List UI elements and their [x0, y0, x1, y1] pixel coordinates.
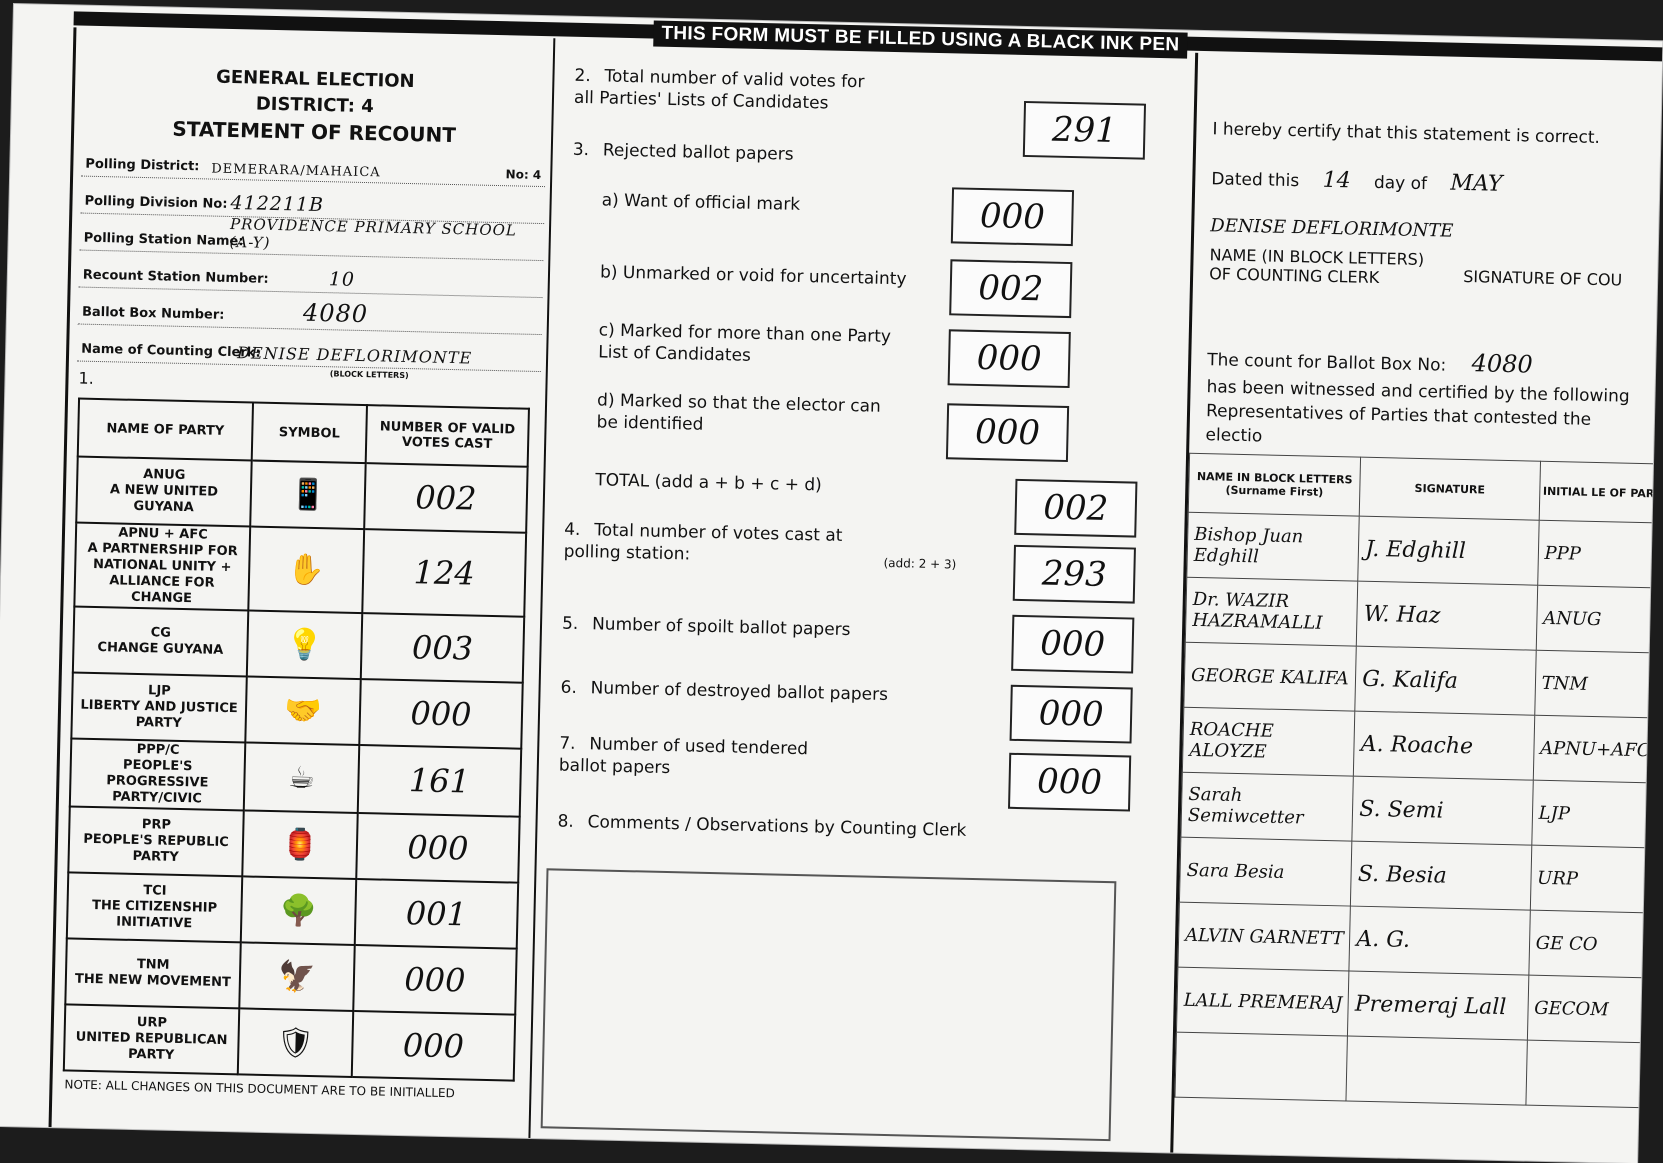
party-abbr: PPP/C — [136, 741, 180, 758]
rep-signature: A. G. — [1349, 906, 1530, 975]
party-row — [64, 1004, 515, 1080]
left-column — [49, 27, 557, 1138]
count-label: The count for Ballot Box No: — [1206, 350, 1447, 376]
rejected-c-box: 000 — [948, 329, 1071, 388]
rejected-total-label: TOTAL (add a + b + c + d) — [595, 470, 823, 496]
item-3a-label: a) Want of official mark — [601, 190, 801, 215]
comments-box — [541, 868, 1117, 1141]
valid-votes-total-box: 291 — [1023, 101, 1146, 160]
title-line-1: GENERAL ELECTION — [215, 66, 415, 93]
lantern-icon: 🏮 — [242, 810, 357, 879]
polling-division-label: Polling Division No: — [84, 193, 228, 212]
day-of-label: day of — [1373, 172, 1428, 195]
cup-icon: ☕ — [244, 742, 360, 813]
party-full-name: PEOPLE'S REPUBLIC PARTY — [83, 831, 229, 865]
party-abbr: PRP — [141, 817, 172, 833]
form-banner: THIS FORM MUST BE FILLED USING A BLACK INK PEN — [653, 21, 1187, 59]
rep-name: LALL PREMERAJ — [1176, 967, 1349, 1036]
block-letters-note: (BLOCK LETTERS) — [329, 369, 409, 381]
rep-name: Dr. WAZIR HAZRAMALLI — [1185, 577, 1358, 646]
rep-signature: J. Edghill — [1358, 516, 1539, 585]
hand-and-key-icon: ✋ — [248, 526, 364, 613]
polling-station-label: Polling Station Name: — [83, 230, 244, 250]
form-title — [74, 61, 556, 150]
party-full-name: LIBERTY AND JUSTICE PARTY — [80, 697, 238, 731]
ballot-box-value: 4080 — [302, 298, 369, 329]
party-votes: 161 — [358, 745, 522, 817]
party-name-cell — [68, 806, 243, 876]
party-abbr: TNM — [136, 957, 170, 973]
recount-station-label: Recount Station Number: — [82, 267, 269, 287]
eagle-icon: 🦅 — [239, 942, 354, 1011]
middle-column — [528, 38, 1195, 1152]
header-symbol: SYMBOL — [252, 403, 367, 464]
party-row — [73, 607, 524, 683]
party-abbr: LJP — [147, 683, 171, 699]
rep-signature: G. Kalifa — [1355, 646, 1536, 715]
party-row — [74, 523, 526, 617]
rejected-d-box: 000 — [946, 403, 1069, 462]
header-votes: NUMBER OF VALID VOTES CAST — [366, 405, 529, 467]
rep-signature: A. Roache — [1354, 711, 1535, 780]
party-name-cell — [64, 1004, 239, 1074]
header-rep-name: NAME IN BLOCK LETTERS (Surname First) — [1188, 453, 1361, 516]
rep-party: ANUG — [1536, 585, 1656, 653]
party-full-name: A NEW UNITED GUYANA — [109, 482, 219, 516]
party-name-cell — [70, 738, 245, 810]
rejected-a-box: 000 — [951, 187, 1074, 246]
rep-name — [1175, 1032, 1348, 1101]
rep-row — [1184, 642, 1654, 718]
certify-statement: I hereby certify that this statement is correct. — [1212, 119, 1601, 149]
lightbulb-icon: 💡 — [247, 610, 362, 679]
party-votes: 000 — [352, 1011, 515, 1081]
rep-signature — [1346, 1036, 1527, 1105]
dated-day: 14 — [1322, 167, 1351, 194]
title-line-3: STATEMENT OF RECOUNT — [172, 116, 457, 148]
rep-name: ALVIN GARNETT — [1178, 902, 1351, 971]
item-7-label: 7. Number of used tendered ballot papers — [558, 733, 809, 779]
right-column — [1170, 53, 1662, 1163]
party-votes-table — [63, 398, 530, 1082]
party-name-cell — [67, 872, 242, 942]
witness-text: has been witnessed and certified by the following Representatives of Parties that contested the electio — [1205, 377, 1630, 447]
rep-row — [1181, 772, 1651, 848]
item-6-label: 6. Number of destroyed ballot papers — [560, 677, 889, 706]
rep-signature: S. Semi — [1352, 776, 1533, 845]
rep-row — [1187, 512, 1657, 588]
votes-cast-total-box: 293 — [1013, 545, 1136, 604]
rep-party: GE CO — [1528, 910, 1648, 978]
party-votes: 124 — [362, 529, 526, 617]
destroyed-box: 000 — [1010, 685, 1133, 744]
handshake-icon: 🤝 — [245, 676, 360, 745]
party-name-cell — [65, 938, 240, 1008]
count-line — [1207, 343, 1533, 378]
rep-name: ROACHE ALOYZE — [1182, 707, 1355, 776]
count-box-no: 4080 — [1471, 349, 1534, 379]
party-row — [65, 938, 516, 1014]
rep-signature: Premeraj Lall — [1348, 971, 1529, 1040]
spoilt-box: 000 — [1011, 615, 1134, 674]
header-rep-signature: SIGNATURE — [1359, 457, 1540, 520]
title-line-2: DISTRICT: 4 — [255, 93, 374, 118]
counting-clerk-label: Name of Counting Clerk: — [81, 341, 261, 361]
party-votes: 000 — [356, 813, 519, 883]
party-name-cell — [73, 607, 248, 677]
rep-row — [1182, 707, 1652, 783]
rep-name: GEORGE KALIFA — [1184, 642, 1357, 711]
mobile-phone-icon: 📱 — [250, 461, 365, 530]
tree-icon: 🌳 — [241, 876, 356, 945]
party-abbr: ANUG — [143, 467, 186, 484]
party-name-cell — [76, 457, 251, 527]
rep-row — [1178, 902, 1648, 978]
rep-party: GECOM — [1527, 975, 1647, 1043]
rep-row — [1185, 577, 1655, 653]
recount-station-value: 10 — [328, 268, 356, 291]
item-4-label: 4. Total number of votes cast at polling station: — [563, 519, 843, 565]
rep-party: URP — [1530, 845, 1650, 913]
rep-name: Sarah Semiwcetter — [1181, 772, 1354, 841]
polling-division-value: 412211B — [230, 191, 325, 217]
party-name-cell — [71, 673, 246, 743]
party-votes: 003 — [361, 613, 524, 683]
initial-changes-note: NOTE: ALL CHANGES ON THIS DOCUMENT ARE TO BE INITIALLED — [64, 1077, 456, 1101]
item-3d-label: d) Marked so that the elector can be identified — [596, 390, 881, 435]
item-3-label: 3. Rejected ballot papers — [572, 139, 794, 165]
party-full-name: PEOPLE'S PROGRESSIVE PARTY/CIVIC — [106, 757, 209, 807]
party-votes: 002 — [364, 463, 527, 533]
polling-district-value: DEMERARA/MAHAICA — [211, 161, 381, 181]
party-representatives-table — [1174, 453, 1659, 1108]
header-rep-party: INITIAL LE OF PAR — [1539, 461, 1659, 523]
item-4-add-note: (add: 2 + 3) — [883, 555, 957, 572]
party-row — [67, 872, 518, 948]
rep-party: TNM — [1534, 650, 1654, 718]
party-row — [71, 673, 522, 749]
rep-name: Sara Besia — [1179, 837, 1352, 906]
item-5-label: 5. Number of spoilt ballot papers — [561, 613, 851, 641]
rep-signature: S. Besia — [1351, 841, 1532, 910]
rejected-total-box: 002 — [1014, 479, 1137, 538]
rep-row — [1176, 967, 1646, 1043]
party-row — [68, 806, 519, 882]
rep-row — [1179, 837, 1649, 913]
item-3b-label: b) Unmarked or void for uncertainty — [599, 262, 907, 290]
polling-station-value: PROVIDENCE PRIMARY SCHOOL (A-Y) — [229, 214, 518, 252]
section-1-number: 1. — [78, 368, 95, 388]
polling-district-no: No: 4 — [505, 167, 542, 183]
tendered-box: 000 — [1008, 753, 1131, 812]
rep-party — [1526, 1040, 1646, 1108]
item-8-label: 8. Comments / Observations by Counting Clerk — [557, 811, 967, 841]
signature-label: SIGNATURE OF COU — [1462, 266, 1623, 290]
dated-month: MAY — [1450, 170, 1503, 197]
name-block-label: NAME (IN BLOCK LETTERS) OF COUNTING CLERK — [1208, 245, 1425, 288]
clerk-name-handwritten: DENISE DEFLORIMONTE — [1210, 215, 1454, 242]
party-votes: 000 — [359, 679, 522, 749]
party-full-name: THE CITIZENSHIP INITIATIVE — [91, 898, 218, 932]
item-2-label: 2. Total number of valid votes for all Parties' Lists of Candidates — [573, 65, 865, 114]
party-row — [76, 457, 527, 533]
party-abbr: URP — [136, 1015, 168, 1031]
dated-line — [1211, 165, 1503, 197]
party-votes: 001 — [355, 879, 518, 949]
rejected-b-box: 002 — [949, 259, 1072, 318]
party-votes: 000 — [353, 945, 516, 1015]
counting-clerk-value: DENISE DEFLORIMONTE — [236, 343, 473, 368]
rep-party: APNU+AFC — [1533, 715, 1653, 783]
party-abbr: APNU + AFC — [118, 525, 208, 543]
rep-name: Bishop Juan Edghill — [1187, 512, 1360, 581]
dated-label: Dated this — [1211, 169, 1300, 192]
header-party-name: NAME OF PARTY — [78, 399, 253, 461]
rep-party: LJP — [1531, 780, 1651, 848]
party-row — [70, 738, 521, 816]
emblem-icon: 🛡 — [238, 1008, 353, 1077]
party-name-cell — [74, 523, 250, 611]
rep-party: PPP — [1537, 520, 1657, 588]
party-full-name: THE NEW MOVEMENT — [74, 971, 231, 991]
rep-signature: W. Haz — [1357, 581, 1538, 650]
polling-district-label: Polling District: — [85, 156, 200, 175]
party-abbr: CG — [150, 625, 172, 641]
recount-form-sheet — [0, 4, 1663, 1163]
party-abbr: TCI — [143, 883, 167, 899]
ballot-box-label: Ballot Box Number: — [81, 304, 225, 323]
party-full-name: CHANGE GUYANA — [97, 640, 224, 658]
rep-row — [1175, 1032, 1645, 1108]
item-3c-label: c) Marked for more than one Party List of Candidates — [598, 320, 892, 366]
party-full-name: UNITED REPUBLICAN PARTY — [75, 1029, 228, 1063]
party-full-name: A PARTNERSHIP FOR NATIONAL UNITY + ALLIANCE FOR CHANGE — [87, 540, 238, 607]
